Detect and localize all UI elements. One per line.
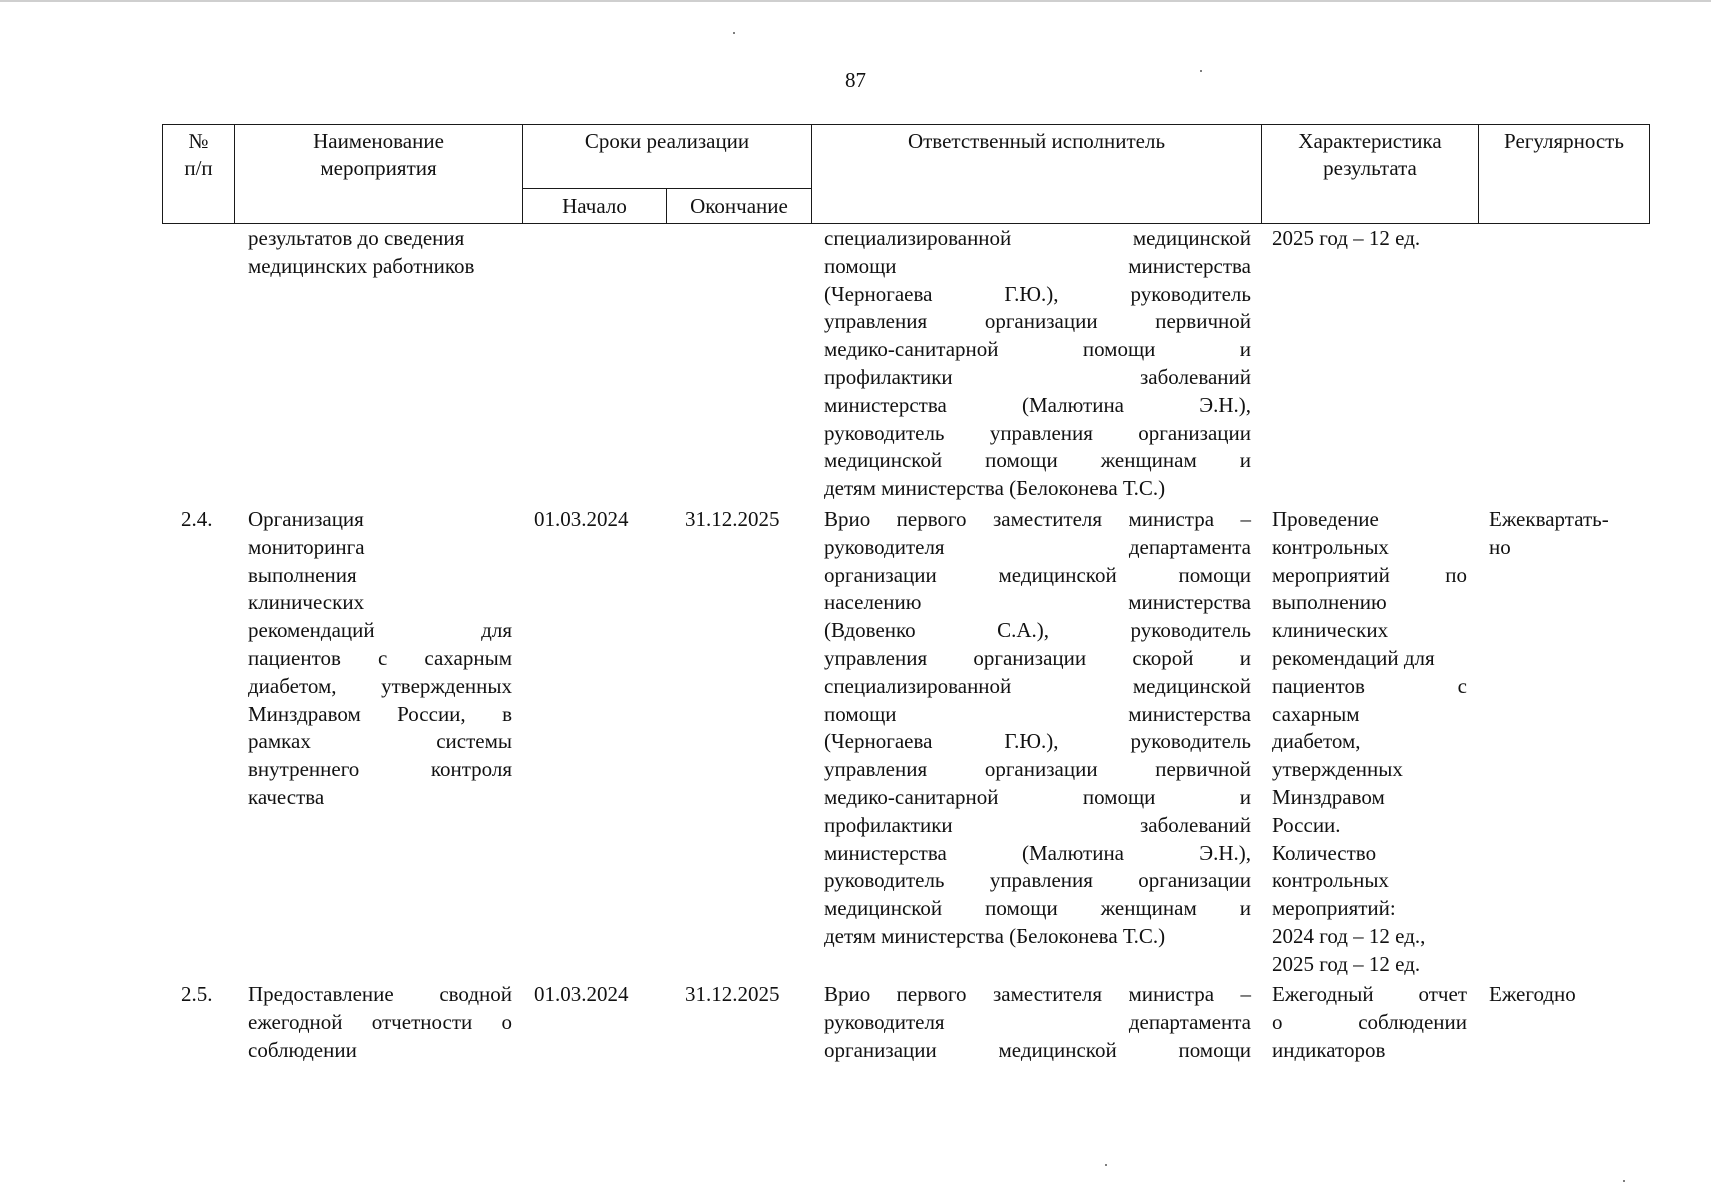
row-1-resp-line: руководителя департамента [824, 534, 1251, 559]
header-num [163, 125, 235, 224]
header-name-line2: мероприятия [320, 156, 437, 180]
header-result [1262, 125, 1479, 224]
header-name-line1: Наименование [313, 129, 444, 153]
row-0-name-line: медицинских работников [248, 253, 475, 278]
header-end: Окончание [667, 189, 812, 224]
row-1-result-line: России. [1272, 812, 1341, 837]
scan-edge [0, 0, 1711, 2]
row-1-name-line: Организация [248, 507, 364, 531]
row-2-start: 01.03.2024 [534, 982, 629, 1006]
row-0-result-line: 2025 год – 12 ед. [1272, 226, 1421, 250]
row-1-result-line: утвержденных [1272, 757, 1403, 782]
row-1-result [1272, 506, 1467, 979]
scan-speck [1623, 1180, 1625, 1182]
row-1-name-line: клинических [248, 590, 365, 615]
row-2-end: 31.12.2025 [685, 982, 780, 1006]
row-2-resp-line: организации медицинской помощи [824, 1037, 1251, 1062]
row-1-regularity-line: Ежеквартать- [1489, 507, 1609, 531]
row-1-responsible [824, 506, 1251, 951]
row-2-responsible [824, 981, 1251, 1064]
row-1-result-line: мероприятий по [1272, 562, 1467, 587]
row-2-name [248, 981, 512, 1064]
header-num-line2: п/п [184, 156, 213, 180]
row-2-result [1272, 981, 1467, 1064]
row-1-name-line: Минздравом России, в [248, 701, 512, 726]
row-0-resp-line: министерства (Малютина Э.Н.), [824, 392, 1251, 417]
row-1-result-line: 2025 год – 12 ед. [1272, 951, 1421, 976]
scan-speck [733, 32, 735, 34]
row-1-start: 01.03.2024 [534, 507, 629, 531]
row-2-name-line: соблюдении [248, 1037, 357, 1062]
row-1-result-line: мероприятий: [1272, 896, 1396, 921]
row-1-result-line: контрольных [1272, 868, 1389, 893]
row-1-name [248, 506, 512, 812]
header-regularity: Регулярность [1479, 125, 1650, 224]
row-1-name-line: выполнения [248, 562, 357, 587]
table-header [162, 124, 1650, 224]
row-1-resp-line: (Черногаева Г.Ю.), руководитель [824, 729, 1251, 754]
row-1-result-line: Проведение [1272, 507, 1379, 531]
page-number: 87 [845, 68, 866, 92]
row-2-regularity-line: Ежегодно [1489, 982, 1576, 1006]
row-2-name-line: ежегодной отчетности о [248, 1009, 512, 1034]
row-1-resp-line: Врио первого заместителя министра – [824, 507, 1251, 531]
row-1-regularity [1489, 506, 1649, 562]
row-0-responsible [824, 225, 1251, 503]
row-1-resp-line: детям министерства (Белоконева Т.С.) [824, 923, 1166, 948]
row-0-result [1272, 225, 1472, 253]
row-0-resp-line: управления организации первичной [824, 309, 1251, 334]
row-1-end: 31.12.2025 [685, 507, 780, 531]
header-name [235, 125, 523, 224]
row-2-num: 2.5. [181, 982, 213, 1006]
row-1-result-line: 2024 год – 12 ед., [1272, 923, 1426, 948]
header-result-line1: Характеристика [1298, 129, 1442, 153]
row-0-name [248, 225, 512, 281]
row-1-name-line: диабетом, утвержденных [248, 673, 512, 698]
row-1-resp-line: (Вдовенко С.А.), руководитель [824, 618, 1251, 643]
row-1-result-line: пациентов с [1272, 673, 1467, 698]
row-1-name-line: пациентов с сахарным [248, 645, 512, 670]
row-0-resp-line: помощи министерства [824, 253, 1251, 278]
row-1-resp-line: управления организации первичной [824, 757, 1251, 782]
row-0-resp-line: специализированной медицинской [824, 226, 1251, 250]
row-1-resp-line: управления организации скорой и [824, 645, 1251, 670]
row-0-resp-line: детям министерства (Белоконева Т.С.) [824, 476, 1166, 501]
row-2-name-line: Предоставление сводной [248, 982, 512, 1006]
header-result-line2: результата [1323, 156, 1417, 180]
row-1-result-line: контрольных [1272, 534, 1389, 559]
row-1-name-line: внутреннего контроля [248, 757, 512, 782]
row-1-resp-line: профилактики заболеваний [824, 812, 1251, 837]
scan-speck [1105, 1164, 1107, 1166]
row-1-result-line: клинических [1272, 618, 1389, 643]
row-2-result-line: индикаторов [1272, 1037, 1386, 1062]
row-1-resp-line: населению министерства [824, 590, 1251, 615]
row-0-name-line: результатов до сведения [248, 226, 465, 250]
row-2-result-line: о соблюдении [1272, 1009, 1467, 1034]
row-2-resp-line: руководителя департамента [824, 1009, 1251, 1034]
row-1-resp-line: медико-санитарной помощи и [824, 784, 1251, 809]
row-1-name-line: рекомендаций для [248, 618, 512, 643]
row-1-result-line: Количество [1272, 840, 1377, 865]
row-1-result-line: рекомендаций для [1272, 645, 1435, 670]
row-1-result-line: сахарным [1272, 701, 1360, 726]
row-1-regularity-line: но [1489, 534, 1511, 559]
header-num-line1: № [188, 129, 209, 153]
row-0-resp-line: медицинской помощи женщинам и [824, 448, 1251, 473]
row-1-resp-line: специализированной медицинской [824, 673, 1251, 698]
row-1-name-line: качества [248, 784, 325, 809]
row-1-result-line: выполнению [1272, 590, 1387, 615]
scan-speck [1200, 70, 1202, 72]
row-2-regularity [1489, 981, 1649, 1009]
row-1-resp-line: медицинской помощи женщинам и [824, 896, 1251, 921]
row-0-resp-line: (Черногаева Г.Ю.), руководитель [824, 281, 1251, 306]
row-1-num: 2.4. [181, 507, 213, 531]
row-1-result-line: Минздравом [1272, 784, 1385, 809]
header-start: Начало [523, 189, 667, 224]
header-responsible: Ответственный исполнитель [812, 125, 1262, 224]
row-1-resp-line: руководитель управления организации [824, 868, 1251, 893]
row-1-resp-line: министерства (Малютина Э.Н.), [824, 840, 1251, 865]
row-1-resp-line: помощи министерства [824, 701, 1251, 726]
row-2-result-line: Ежегодный отчет [1272, 982, 1467, 1006]
row-2-resp-line: Врио первого заместителя министра – [824, 982, 1251, 1006]
row-1-resp-line: организации медицинской помощи [824, 562, 1251, 587]
row-0-resp-line: руководитель управления организации [824, 420, 1251, 445]
header-dates: Сроки реализации [523, 125, 812, 189]
row-0-resp-line: профилактики заболеваний [824, 364, 1251, 389]
row-1-result-line: диабетом, [1272, 729, 1361, 754]
row-0-resp-line: медико-санитарной помощи и [824, 337, 1251, 362]
row-1-name-line: мониторинга [248, 534, 365, 559]
row-1-name-line: рамках системы [248, 729, 512, 754]
